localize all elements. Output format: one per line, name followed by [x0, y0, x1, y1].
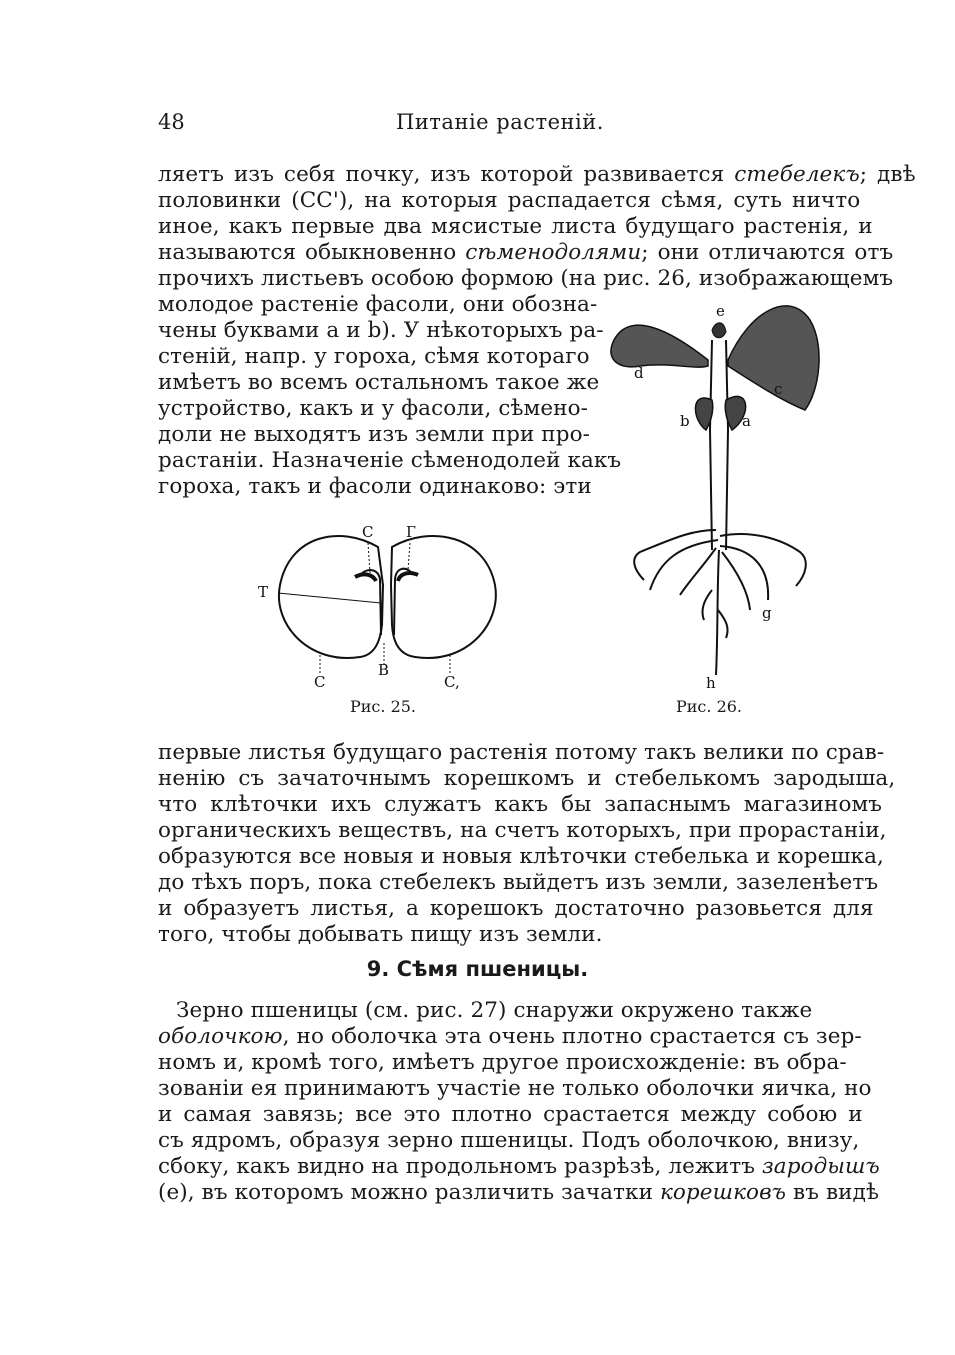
text-line: стеній, напр. у гороха, сѣмя котораго: [158, 344, 590, 369]
fig25-label-t: T: [258, 583, 269, 601]
text-line: зованіи ея принимаютъ участіе не только оболочки яичка, но: [158, 1076, 872, 1101]
fig26-label-d: d: [634, 364, 644, 382]
text-line: ненію съ зачаточнымъ корешкомъ и стебелькомъ зародыша,: [158, 766, 896, 791]
text-line: Зерно пшеницы (см. рис. 27) снаружи окружено также: [176, 998, 813, 1023]
text-line: половинки (CC'), на которыя распадается сѣмя, суть ничто: [158, 188, 861, 213]
text-line: чены буквами a и b). У нѣкоторыхъ ра-: [158, 318, 604, 343]
text-line: съ ядромъ, образуя зерно пшеницы. Подъ оболочкою, внизу,: [158, 1128, 860, 1153]
text-line: и самая завязь; все это плотно срастается между собою и: [158, 1102, 863, 1127]
page-number: 48: [158, 110, 185, 134]
figure-26-bean-plant: [600, 290, 840, 690]
text-line: растаніи. Назначеніе сѣменодолей какъ: [158, 448, 622, 473]
text-line: устройство, какъ и у фасоли, сѣмено-: [158, 396, 589, 421]
text-line: называются обыкновенно сѣменодолями; они отличаются отъ: [158, 240, 894, 265]
fig26-label-b: b: [680, 412, 690, 430]
page-header: [158, 110, 818, 140]
text-line: того, чтобы добывать пищу изъ земли.: [158, 922, 603, 947]
text-line: номъ и, кромѣ того, имѣетъ другое происхожденіе: въ обра-: [158, 1050, 847, 1075]
text-line: доли не выходятъ изъ земли при про-: [158, 422, 591, 447]
figure-25-bean-seed: [250, 515, 520, 695]
figure-26-caption: Рис. 26.: [676, 697, 743, 716]
text-line: (е), въ которомъ можно различить зачатки корешковъ въ видѣ: [158, 1180, 880, 1205]
text-line: прочихъ листьевъ особою формою (на рис. 26, изображающемъ: [158, 266, 894, 291]
fig26-label-g: g: [762, 604, 772, 622]
text-line: молодое растеніе фасоли, они обозна-: [158, 292, 598, 317]
fig26-label-c: c: [774, 380, 783, 398]
text-line: сбоку, какъ видно на продольномъ разрѣзѣ, лежитъ зародышъ: [158, 1154, 880, 1179]
running-title: Питаніе растеній.: [396, 110, 604, 134]
text-line: оболочкою, но оболочка эта очень плотно срастается съ зер-: [158, 1024, 862, 1049]
fig26-label-a: a: [742, 412, 751, 430]
fig25-label-g: Г: [406, 523, 416, 541]
fig26-label-h: h: [706, 674, 716, 690]
text-line: до тѣхъ поръ, пока стебелекъ выйдетъ изъ земли, зазеленѣетъ: [158, 870, 879, 895]
fig25-label-c-left: C: [314, 673, 326, 691]
text-line: образуются все новыя и новыя клѣточки стебелька и корешка,: [158, 844, 884, 869]
fig25-label-b: B: [378, 661, 390, 679]
fig25-label-c-top: C: [362, 523, 374, 541]
text-line: имѣетъ во всемъ остальномъ такое же: [158, 370, 600, 395]
text-line: органическихъ веществъ, на счетъ которыхъ, при прорастаніи,: [158, 818, 887, 843]
fig25-label-c-right: C,: [444, 673, 460, 691]
text-line: что клѣточки ихъ служатъ какъ бы запаснымъ магазиномъ: [158, 792, 883, 817]
figure-25-caption: Рис. 25.: [350, 697, 417, 716]
section-heading: 9. Сѣмя пшеницы.: [366, 957, 589, 981]
text-line: и образуетъ листья, а корешокъ достаточно разовьется для: [158, 896, 874, 921]
fig26-label-e: e: [716, 302, 725, 320]
text-line: иное, какъ первые два мясистые листа будущаго растенія, и: [158, 214, 873, 239]
text-line: ляетъ изъ себя почку, изъ которой развивается стебелекъ; двѣ: [158, 162, 916, 187]
text-line: гороха, такъ и фасоли одинаково: эти: [158, 474, 592, 499]
text-line: первые листья будущаго растенія потому такъ велики по срав-: [158, 740, 885, 765]
